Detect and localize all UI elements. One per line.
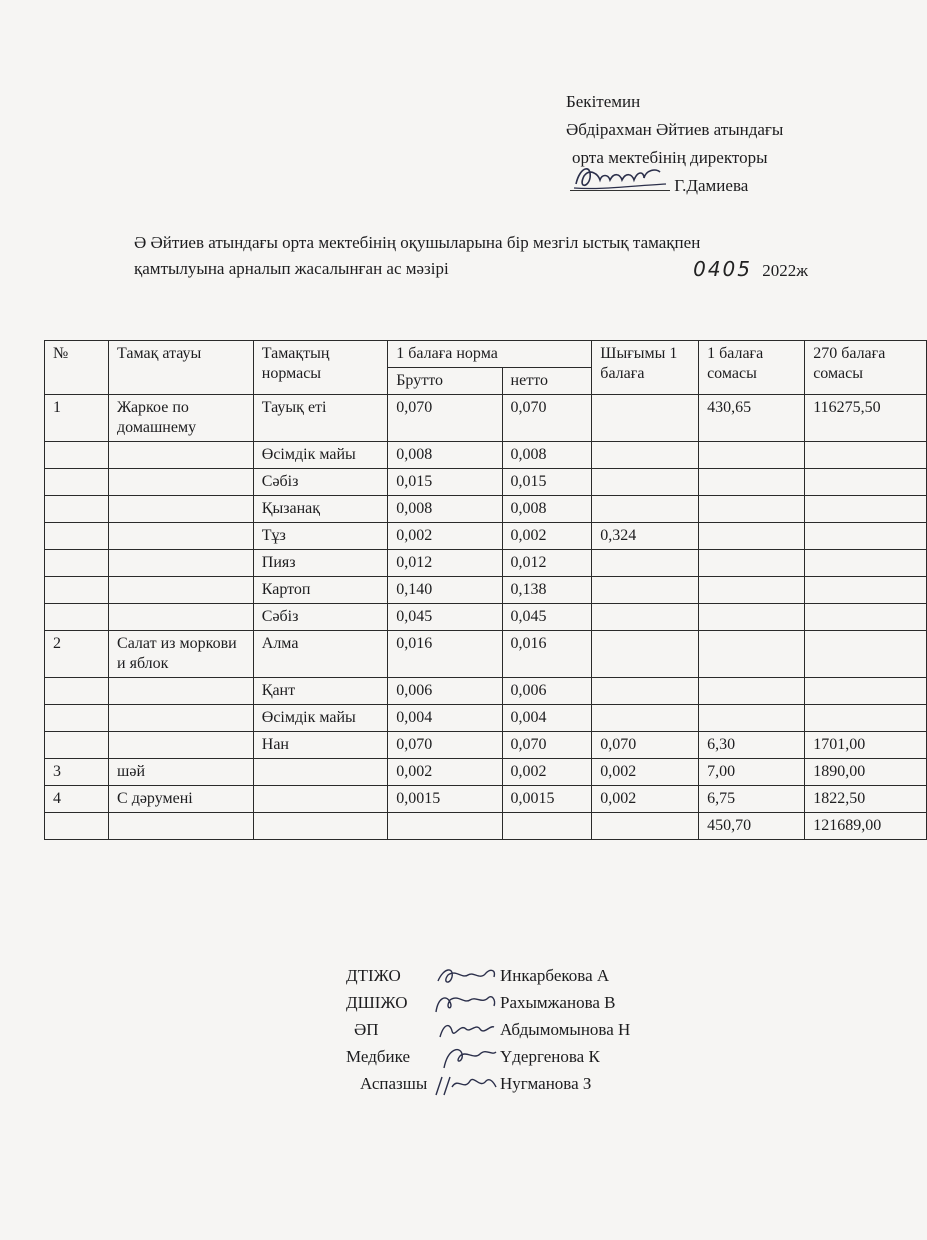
- cell-yield: 0,324: [592, 523, 699, 550]
- commission-name: Үдергенова К: [500, 1047, 600, 1066]
- cell-no: [45, 523, 109, 550]
- cell-product: Өсімдік майы: [253, 705, 387, 732]
- approval-position: орта мектебінің директоры: [572, 148, 768, 167]
- cell-netto: 0,008: [502, 496, 592, 523]
- signature: [430, 963, 500, 989]
- commission-name: Рахымжанова В: [500, 993, 616, 1012]
- total-cost1: 450,70: [699, 813, 805, 840]
- cell-yield: [592, 395, 699, 442]
- cell-cost270: [805, 469, 927, 496]
- director-signature: [570, 174, 670, 191]
- approval-school: Әбдірахман Әйтиев атындағы: [566, 120, 784, 139]
- cell-dish: [109, 469, 254, 496]
- table-row: [45, 523, 927, 550]
- cell-dish: шәй: [109, 759, 254, 786]
- cell-netto: 0,070: [502, 395, 592, 442]
- cell-netto: 0,008: [502, 442, 592, 469]
- cell-cost270: [805, 631, 927, 678]
- cell-empty: [253, 813, 387, 840]
- commission-role: Медбике: [346, 1047, 410, 1066]
- cell-cost1: 6,30: [699, 732, 805, 759]
- cell-dish: [109, 732, 254, 759]
- commission-row: [346, 989, 686, 1016]
- table-row: [45, 604, 927, 631]
- cell-netto: 0,045: [502, 604, 592, 631]
- commission-role: ДШІЖО: [346, 993, 408, 1012]
- cell-empty: [592, 813, 699, 840]
- cell-empty: [45, 813, 109, 840]
- table-row: [45, 631, 927, 678]
- cell-cost270: [805, 523, 927, 550]
- director-name: Г.Дамиева: [674, 176, 749, 195]
- handwritten-date: 0405: [693, 257, 752, 281]
- cell-brutto: 0,140: [388, 577, 502, 604]
- cell-product: [253, 786, 387, 813]
- cell-no: [45, 705, 109, 732]
- cell-product: Қызанақ: [253, 496, 387, 523]
- signature: [430, 1044, 500, 1070]
- cell-product: Алма: [253, 631, 387, 678]
- cell-empty: [109, 813, 254, 840]
- table-row: [45, 577, 927, 604]
- signature: [430, 1017, 500, 1043]
- year: 2022ж: [762, 261, 808, 280]
- signature: [430, 990, 500, 1016]
- cell-brutto: 0,016: [388, 631, 502, 678]
- heading-line-1: Ә Әйтиев атындағы орта мектебінің оқушыларына бір мезгіл ыстық тамақпен: [134, 233, 701, 252]
- cell-product: Қант: [253, 678, 387, 705]
- cell-product: Пияз: [253, 550, 387, 577]
- header-netto: нетто: [502, 368, 592, 395]
- approval-signature-row: [566, 172, 866, 200]
- header-per-child-norm: 1 балаға норма: [388, 341, 592, 368]
- cell-netto: 0,016: [502, 631, 592, 678]
- cell-no: [45, 496, 109, 523]
- header-dish: Тамақ атауы: [109, 341, 254, 395]
- cell-dish: [109, 523, 254, 550]
- cell-dish: [109, 577, 254, 604]
- cell-brutto: 0,006: [388, 678, 502, 705]
- cell-netto: 0,138: [502, 577, 592, 604]
- cell-no: 1: [45, 395, 109, 442]
- total-row: [45, 813, 927, 840]
- cell-dish: [109, 604, 254, 631]
- commission-name: Абдымомынова Н: [500, 1020, 631, 1039]
- cell-netto: 0,012: [502, 550, 592, 577]
- cell-cost270: [805, 604, 927, 631]
- cell-netto: 0,004: [502, 705, 592, 732]
- cell-cost270: 1701,00: [805, 732, 927, 759]
- cell-cost270: [805, 550, 927, 577]
- commission-row: [346, 1043, 686, 1070]
- cell-product: Өсімдік майы: [253, 442, 387, 469]
- cell-yield: [592, 469, 699, 496]
- cell-cost1: [699, 442, 805, 469]
- cell-netto: 0,070: [502, 732, 592, 759]
- cell-product: [253, 759, 387, 786]
- cell-brutto: 0,004: [388, 705, 502, 732]
- cell-dish: [109, 705, 254, 732]
- cell-brutto: 0,070: [388, 732, 502, 759]
- cell-brutto: 0,0015: [388, 786, 502, 813]
- cell-brutto: 0,015: [388, 469, 502, 496]
- commission-row: [346, 1016, 686, 1043]
- cell-cost1: [699, 678, 805, 705]
- cell-dish: Салат из моркови и яблок: [109, 631, 254, 678]
- cell-cost270: [805, 496, 927, 523]
- cell-cost1: 430,65: [699, 395, 805, 442]
- cell-cost1: [699, 631, 805, 678]
- menu-heading: [134, 230, 874, 284]
- cell-no: [45, 604, 109, 631]
- cell-no: [45, 732, 109, 759]
- cell-brutto: 0,002: [388, 523, 502, 550]
- cell-netto: 0,0015: [502, 786, 592, 813]
- cell-brutto: 0,070: [388, 395, 502, 442]
- cell-cost1: [699, 469, 805, 496]
- cell-cost1: 6,75: [699, 786, 805, 813]
- cell-yield: [592, 442, 699, 469]
- table-row: [45, 732, 927, 759]
- total-cost270: 121689,00: [805, 813, 927, 840]
- cell-product: Картоп: [253, 577, 387, 604]
- cell-yield: [592, 678, 699, 705]
- header-norm: Тамақтың нормасы: [253, 341, 387, 395]
- cell-yield: [592, 577, 699, 604]
- cell-brutto: 0,012: [388, 550, 502, 577]
- cell-dish: [109, 442, 254, 469]
- cell-no: 2: [45, 631, 109, 678]
- table-row: [45, 786, 927, 813]
- cell-product: Тауық еті: [253, 395, 387, 442]
- cell-yield: [592, 631, 699, 678]
- cell-brutto: 0,002: [388, 759, 502, 786]
- cell-netto: 0,015: [502, 469, 592, 496]
- table-row: [45, 705, 927, 732]
- cell-product: Сәбіз: [253, 469, 387, 496]
- cell-brutto: 0,045: [388, 604, 502, 631]
- header-cost-per-child: 1 балаға сомасы: [699, 341, 805, 395]
- table-row: [45, 469, 927, 496]
- cell-cost270: [805, 678, 927, 705]
- cell-yield: [592, 705, 699, 732]
- cell-yield: [592, 550, 699, 577]
- header-brutto: Брутто: [388, 368, 502, 395]
- commission-role: ӘП: [354, 1020, 379, 1039]
- cell-netto: 0,006: [502, 678, 592, 705]
- cell-yield: 0,002: [592, 786, 699, 813]
- approval-title: Бекітемин: [566, 92, 641, 111]
- table-row: [45, 678, 927, 705]
- cell-cost1: [699, 577, 805, 604]
- commission-block: [346, 962, 686, 1097]
- cell-cost270: [805, 442, 927, 469]
- cell-netto: 0,002: [502, 523, 592, 550]
- heading-line-2: қамтылуына арналып жасалынған ас мәзірі: [134, 259, 449, 278]
- cell-empty: [388, 813, 502, 840]
- cell-brutto: 0,008: [388, 496, 502, 523]
- header-yield: Шығымы 1 балаға: [592, 341, 699, 395]
- table-row: [45, 759, 927, 786]
- commission-role: ДТІЖО: [346, 966, 401, 985]
- cell-cost1: [699, 604, 805, 631]
- cell-no: [45, 678, 109, 705]
- cell-cost270: [805, 577, 927, 604]
- cell-no: 4: [45, 786, 109, 813]
- commission-name: Инкарбекова А: [500, 966, 610, 985]
- cell-no: [45, 550, 109, 577]
- commission-role: Аспазшы: [360, 1074, 428, 1093]
- cell-cost270: [805, 705, 927, 732]
- table-row: [45, 442, 927, 469]
- header-no: №: [45, 341, 109, 395]
- table-row: [45, 395, 927, 442]
- cell-cost270: 1890,00: [805, 759, 927, 786]
- cell-netto: 0,002: [502, 759, 592, 786]
- cell-cost1: [699, 705, 805, 732]
- cell-dish: С дәрумені: [109, 786, 254, 813]
- cell-cost1: [699, 550, 805, 577]
- cell-cost270: 116275,50: [805, 395, 927, 442]
- cell-dish: [109, 678, 254, 705]
- cell-brutto: 0,008: [388, 442, 502, 469]
- cell-dish: Жаркое по домашнему: [109, 395, 254, 442]
- commission-row: [346, 962, 686, 989]
- cell-yield: [592, 496, 699, 523]
- table-row: [45, 550, 927, 577]
- cell-yield: [592, 604, 699, 631]
- cell-yield: 0,002: [592, 759, 699, 786]
- signature: [430, 1071, 500, 1097]
- cell-no: [45, 469, 109, 496]
- table-row: [45, 496, 927, 523]
- cell-cost270: 1822,50: [805, 786, 927, 813]
- cell-dish: [109, 496, 254, 523]
- cell-cost1: 7,00: [699, 759, 805, 786]
- cell-cost1: [699, 523, 805, 550]
- commission-row: [346, 1070, 686, 1097]
- cell-no: 3: [45, 759, 109, 786]
- cell-cost1: [699, 496, 805, 523]
- cell-yield: 0,070: [592, 732, 699, 759]
- header-cost-270: 270 балаға сомасы: [805, 341, 927, 395]
- approval-block: [566, 88, 866, 200]
- cell-product: Тұз: [253, 523, 387, 550]
- cell-product: Нан: [253, 732, 387, 759]
- menu-table: [44, 340, 927, 840]
- cell-product: Сәбіз: [253, 604, 387, 631]
- menu-table-body: [45, 395, 927, 840]
- cell-no: [45, 442, 109, 469]
- cell-no: [45, 577, 109, 604]
- commission-name: Нугманова З: [500, 1074, 592, 1093]
- cell-empty: [502, 813, 592, 840]
- cell-dish: [109, 550, 254, 577]
